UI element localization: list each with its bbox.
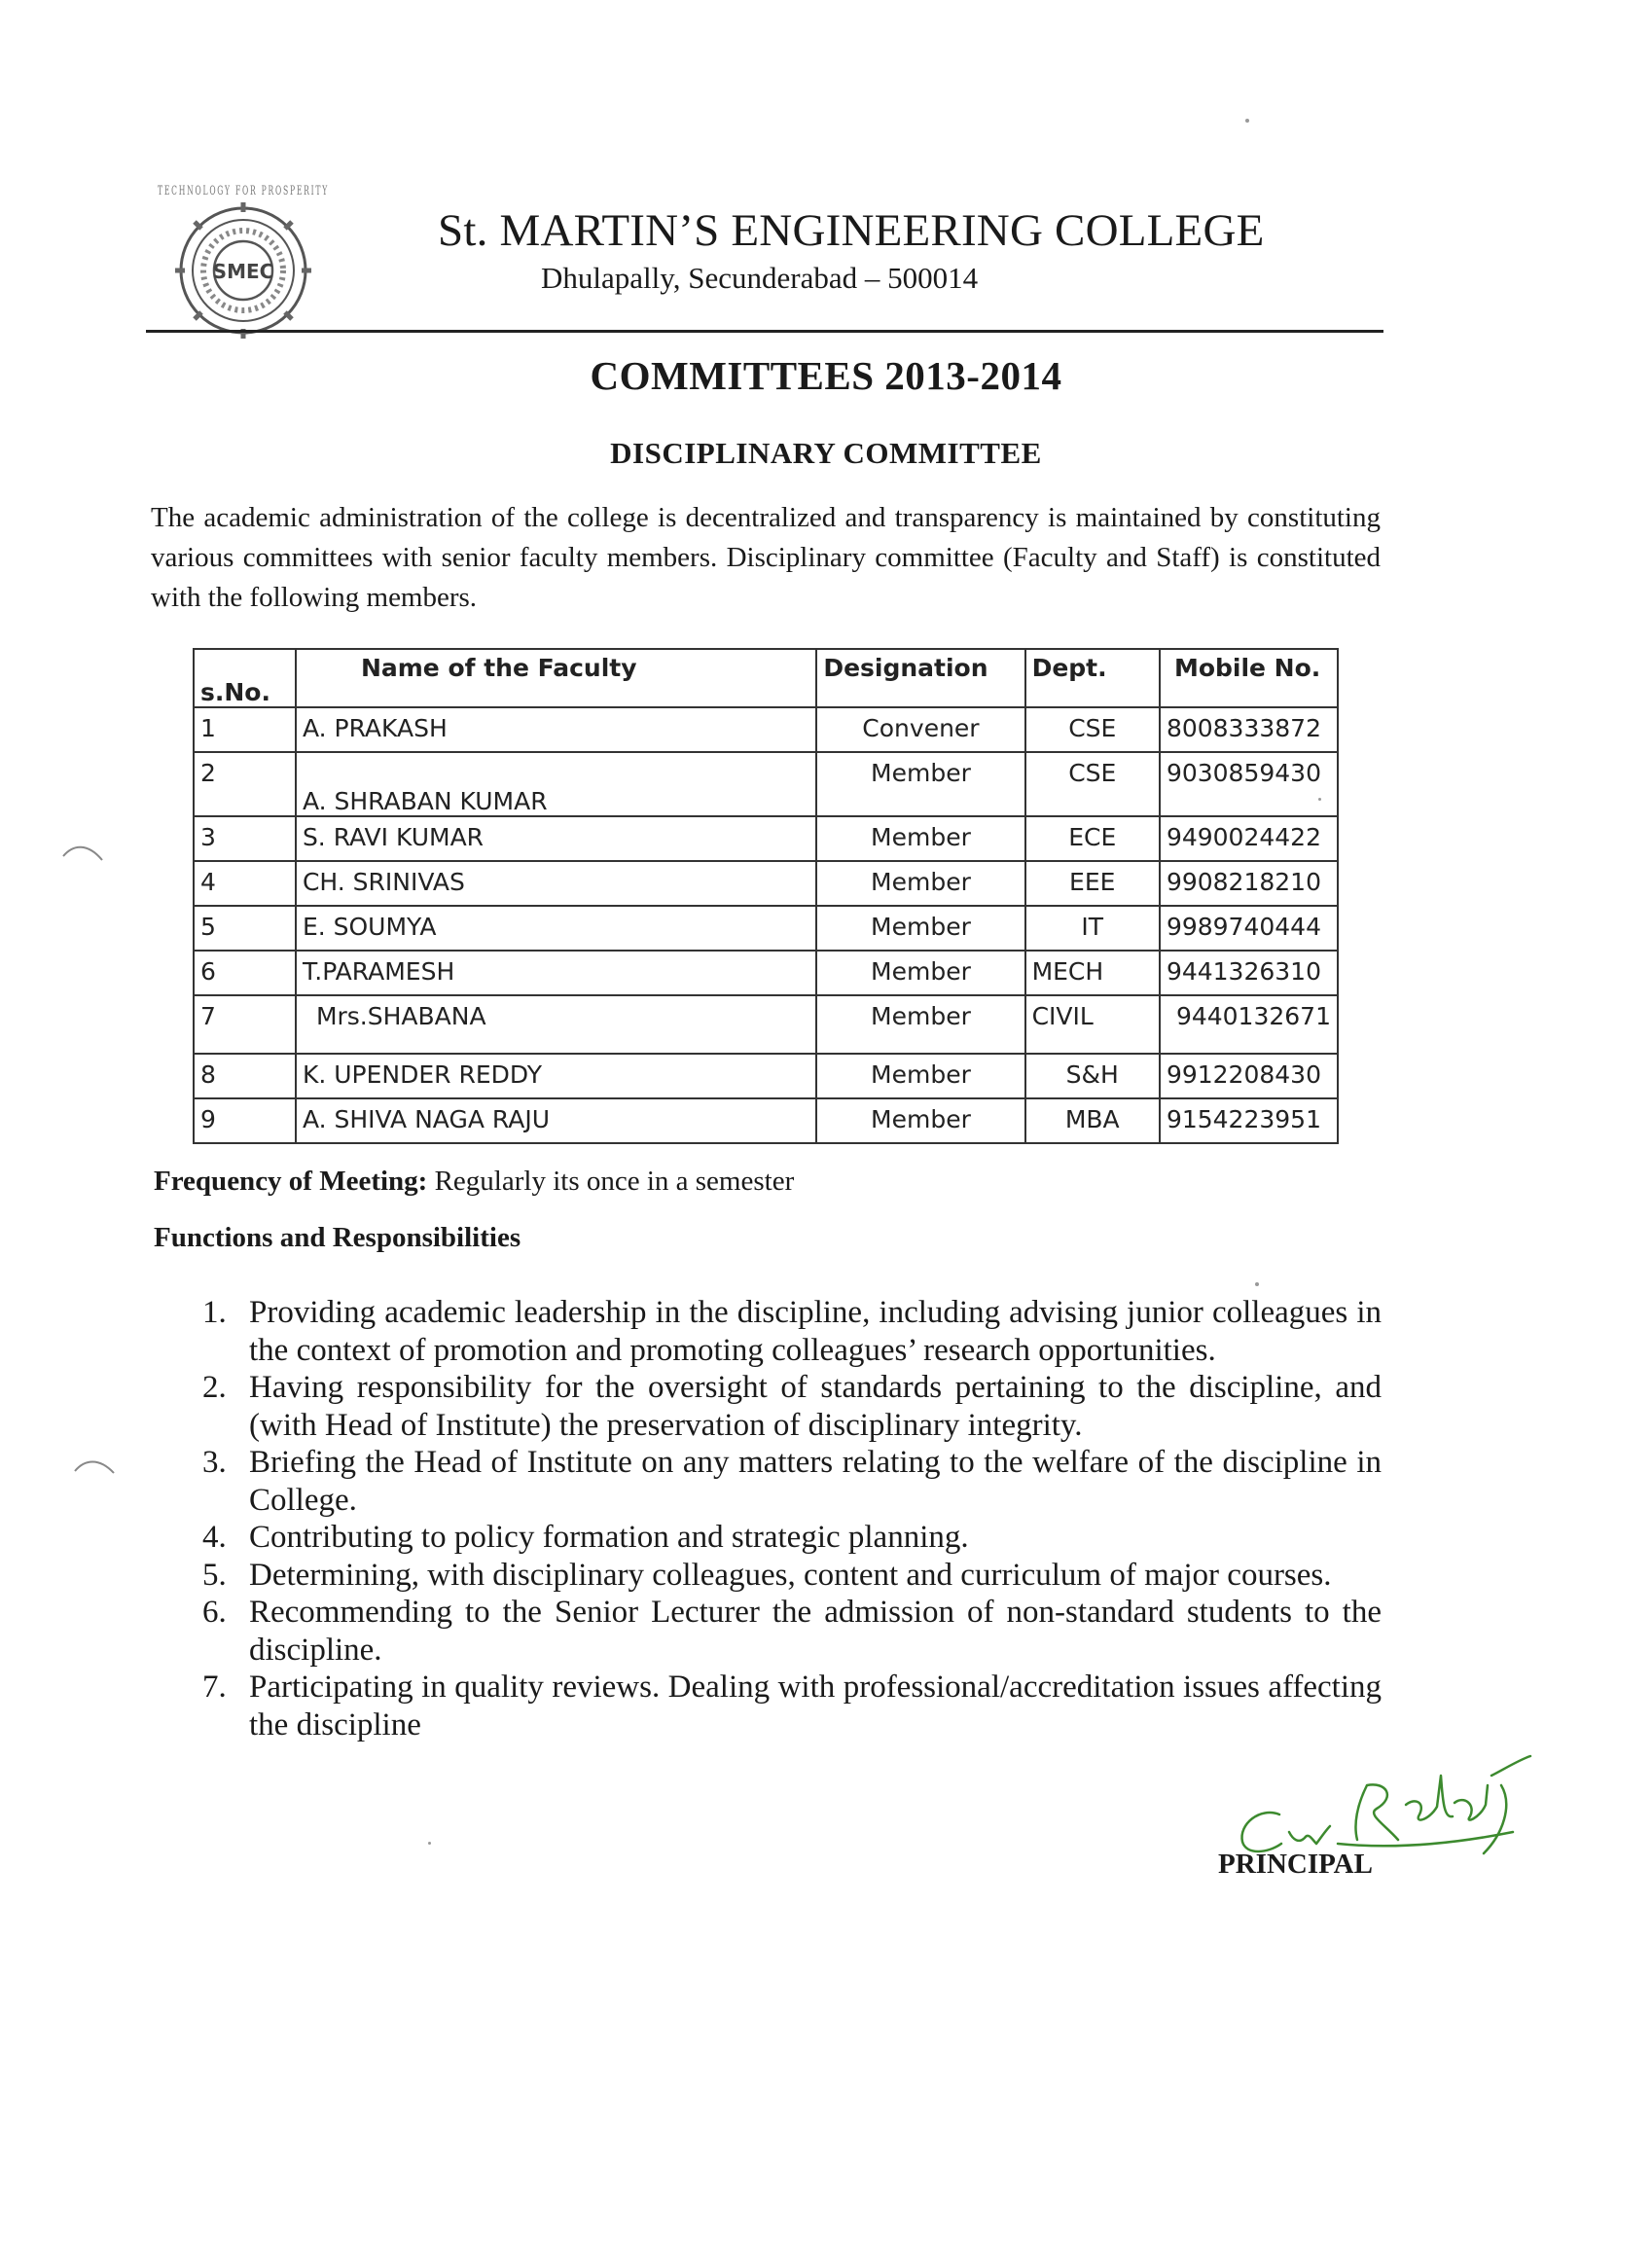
cell-mobile: 9030859430: [1160, 752, 1338, 816]
frequency-value: Regularly its once in a semester: [427, 1166, 795, 1197]
cell-sno: 6: [194, 951, 296, 995]
meeting-frequency: [154, 1166, 794, 1198]
list-item-number: 3.: [202, 1445, 227, 1480]
scan-speck: [428, 1842, 431, 1845]
cell-dept: ECE: [1025, 816, 1160, 861]
cell-designation: Member: [816, 951, 1024, 995]
cell-dept: S&H: [1025, 1054, 1160, 1098]
scan-speck: [1255, 1282, 1259, 1286]
cell-sno: 9: [194, 1098, 296, 1143]
cell-dept: MECH: [1025, 951, 1160, 995]
cell-mobile: 9908218210: [1160, 861, 1338, 906]
cell-sno: 4: [194, 861, 296, 906]
header-mobile: Mobile No.: [1160, 649, 1338, 707]
header-dept: Dept.: [1025, 649, 1160, 707]
list-item: [195, 1594, 1382, 1669]
cell-sno: 7: [194, 995, 296, 1054]
table-row: [194, 752, 1338, 816]
list-item-text: Having responsibility for the oversight of standards pertaining to the discipline, and (with Head of Institute) the preservation of disciplinary integrity.: [249, 1370, 1382, 1443]
list-item-text: Contributing to policy formation and strategic planning.: [249, 1520, 969, 1555]
cell-name: S. RAVI KUMAR: [296, 816, 816, 861]
cell-mobile: 9490024422: [1160, 816, 1338, 861]
list-item: [195, 1557, 1382, 1595]
list-item-text: Participating in quality reviews. Dealing with professional/accreditation issues affecting the discipline: [249, 1670, 1382, 1742]
cell-name: Mrs.SHABANA: [296, 995, 816, 1054]
scan-mark: [70, 1450, 119, 1479]
functions-heading: Functions and Responsibilities: [154, 1222, 521, 1253]
committee-title: DISCIPLINARY COMMITTEE: [610, 436, 1042, 470]
cell-name: E. SOUMYA: [296, 906, 816, 951]
table-row: [194, 1054, 1338, 1098]
list-item-number: 4.: [202, 1520, 227, 1555]
document-title: COMMITTEES 2013-2014: [590, 353, 1062, 398]
scan-speck: [1245, 119, 1249, 123]
cell-name: K. UPENDER REDDY: [296, 1054, 816, 1098]
table-row: [194, 951, 1338, 995]
svg-text:SMEC: SMEC: [212, 260, 274, 283]
cell-name: CH. SRINIVAS: [296, 861, 816, 906]
list-item: [195, 1519, 1382, 1557]
cell-dept: IT: [1025, 906, 1160, 951]
list-item-text: Providing academic leadership in the discipline, including advising junior colleagues in the context of promotion and promoting colleagues’ research opportunities.: [249, 1295, 1382, 1368]
cell-dept: EEE: [1025, 861, 1160, 906]
header-sno: s.No.: [194, 649, 296, 707]
scan-mark: [58, 837, 107, 866]
list-item-number: 7.: [202, 1670, 227, 1705]
cell-sno: 5: [194, 906, 296, 951]
cell-designation: Member: [816, 861, 1024, 906]
list-item-text: Determining, with disciplinary colleagues, content and curriculum of major courses.: [249, 1557, 1332, 1593]
cell-mobile: 9440132671: [1160, 995, 1338, 1054]
list-item-text: Briefing the Head of Institute on any matters relating to the welfare of the discipline in College.: [249, 1445, 1382, 1518]
list-item: [195, 1669, 1382, 1743]
cell-sno: 3: [194, 816, 296, 861]
list-item-number: 2.: [202, 1370, 227, 1405]
cell-dept: CSE: [1025, 752, 1160, 816]
table-header-row: [194, 649, 1338, 707]
cell-mobile: 9989740444: [1160, 906, 1338, 951]
cell-designation: Member: [816, 1098, 1024, 1143]
members-table: [193, 648, 1339, 1144]
table-row: [194, 861, 1338, 906]
cell-sno: 1: [194, 707, 296, 752]
list-item-number: 1.: [202, 1295, 227, 1330]
cell-name: A. PRAKASH: [296, 707, 816, 752]
cell-mobile: 9441326310: [1160, 951, 1338, 995]
cell-sno: 2: [194, 752, 296, 816]
cell-mobile: 9912208430: [1160, 1054, 1338, 1098]
svg-text:TECHNOLOGY FOR PROSPERITY: TECHNOLOGY FOR PROSPERITY: [158, 184, 329, 198]
table-row: [194, 707, 1338, 752]
header-designation: Designation: [816, 649, 1024, 707]
table-row: [194, 816, 1338, 861]
list-item-number: 5.: [202, 1557, 227, 1593]
table-row: [194, 906, 1338, 951]
table-row: [194, 1098, 1338, 1143]
frequency-label: Frequency of Meeting:: [154, 1166, 428, 1197]
cell-mobile: 9154223951: [1160, 1098, 1338, 1143]
cell-name: A. SHIVA NAGA RAJU: [296, 1098, 816, 1143]
cell-name: A. SHRABAN KUMAR: [296, 752, 816, 816]
college-name: St. MARTIN’S ENGINEERING COLLEGE: [438, 205, 1265, 256]
cell-mobile: 8008333872: [1160, 707, 1338, 752]
table-row: [194, 995, 1338, 1054]
cell-designation: Member: [816, 816, 1024, 861]
list-item: [195, 1444, 1382, 1519]
cell-designation: Member: [816, 995, 1024, 1054]
list-item-text: Recommending to the Senior Lecturer the admission of non-standard students to the discipline.: [249, 1595, 1382, 1668]
intro-paragraph: The academic administration of the college is decentralized and transparency is maintained by constituting various committees with senior faculty members. Disciplinary committee (Faculty and Staff) is constituted with the following members.: [151, 502, 1381, 613]
functions-list: [195, 1294, 1382, 1743]
list-item-number: 6.: [202, 1595, 227, 1630]
cell-sno: 8: [194, 1054, 296, 1098]
cell-dept: CSE: [1025, 707, 1160, 752]
cell-designation: Member: [816, 906, 1024, 951]
principal-label: PRINCIPAL: [1218, 1849, 1373, 1880]
list-item: [195, 1294, 1382, 1369]
header-divider: [146, 330, 1383, 333]
cell-name: T.PARAMESH: [296, 951, 816, 995]
cell-dept: CIVIL: [1025, 995, 1160, 1054]
cell-designation: Member: [816, 752, 1024, 816]
header-name: Name of the Faculty: [296, 649, 816, 707]
scan-speck: [1318, 798, 1321, 801]
list-item: [195, 1369, 1382, 1444]
cell-designation: Convener: [816, 707, 1024, 752]
cell-dept: MBA: [1025, 1098, 1160, 1143]
cell-designation: Member: [816, 1054, 1024, 1098]
college-address: Dhulapally, Secunderabad – 500014: [541, 261, 979, 295]
